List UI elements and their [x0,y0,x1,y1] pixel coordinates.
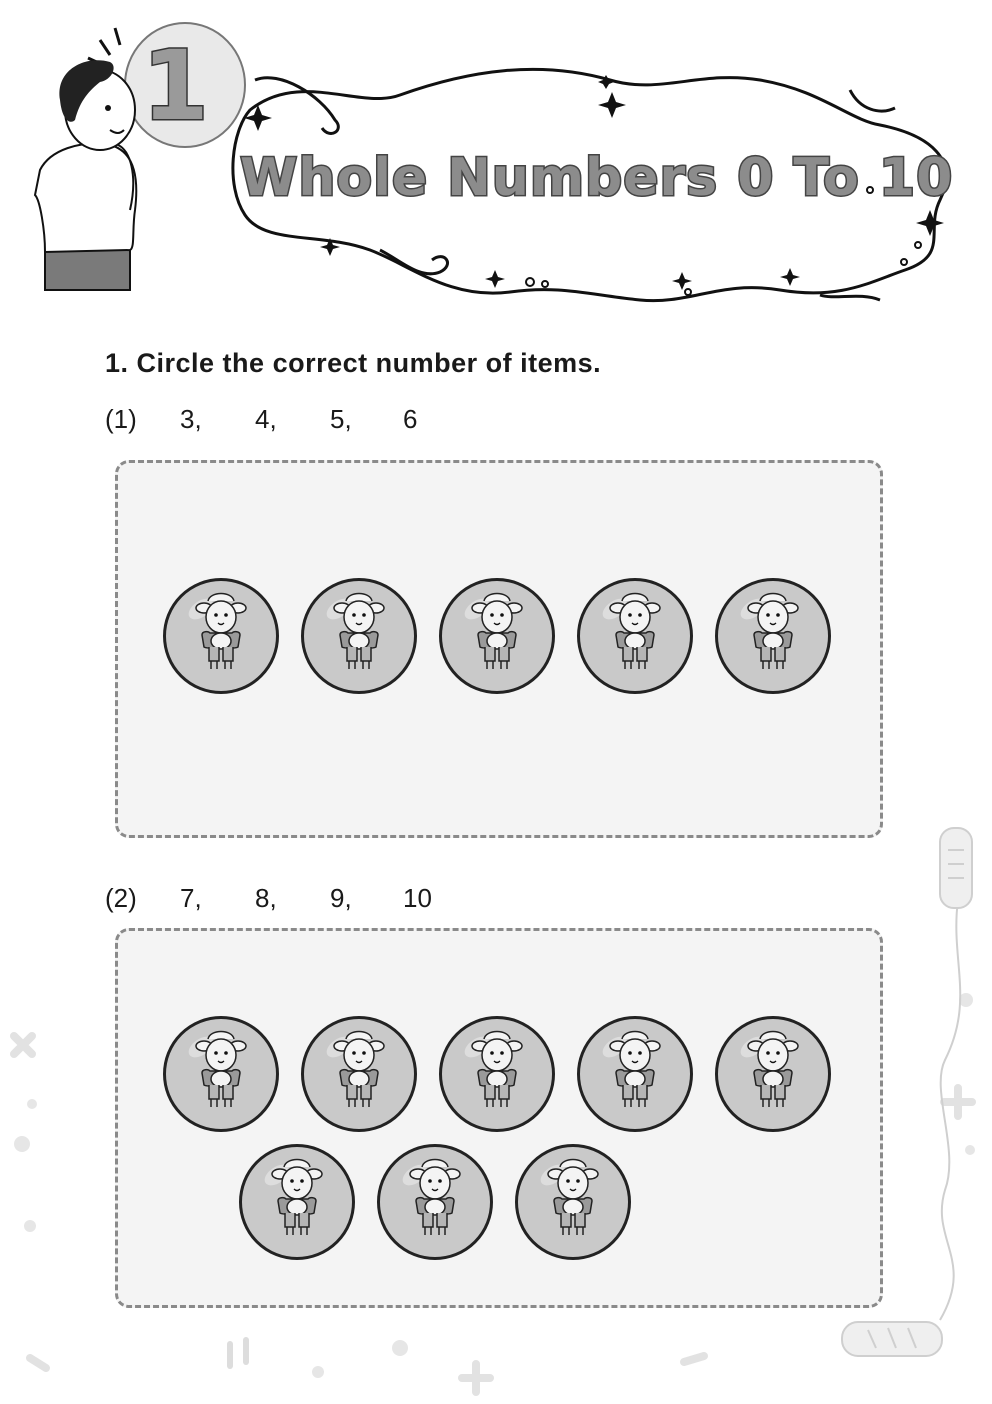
lamb-coin-icon [439,578,555,694]
option-4[interactable]: 6 [403,404,418,434]
lamb-coin-icon [577,1016,693,1132]
option-4[interactable]: 10 [403,883,432,913]
lamb-coin-icon [715,578,831,694]
lamb-coin-icon [163,578,279,694]
page-title: Whole Numbers 0 To 10 [240,148,954,208]
option-2[interactable]: 4, [255,404,277,434]
option-3[interactable]: 9, [330,883,352,913]
chapter-number: 1 [142,30,209,142]
lamb-coin-icon [577,578,693,694]
lamb-coin-icon [515,1144,631,1260]
lamb-coin-icon [239,1144,355,1260]
swirl-bottom-right [820,295,880,300]
option-2[interactable]: 8, [255,883,277,913]
part-1-label: (1) [105,404,137,434]
thinking-boy-illustration [35,60,136,290]
option-3[interactable]: 5, [330,404,352,434]
question-title: 1. Circle the correct number of items. [105,348,602,378]
lamb-coin-icon [301,578,417,694]
lamb-coin-icon [715,1016,831,1132]
part-2-label: (2) [105,883,137,913]
part-2-items-panel [115,928,883,1308]
lamb-coin-icon [163,1016,279,1132]
lamb-coin-icon [439,1016,555,1132]
lamb-coin-icon [301,1016,417,1132]
lamb-coin-icon [377,1144,493,1260]
option-1[interactable]: 7, [180,883,202,913]
swirl-right [850,90,895,111]
part-1-items-panel [115,460,883,838]
option-1[interactable]: 3, [180,404,202,434]
